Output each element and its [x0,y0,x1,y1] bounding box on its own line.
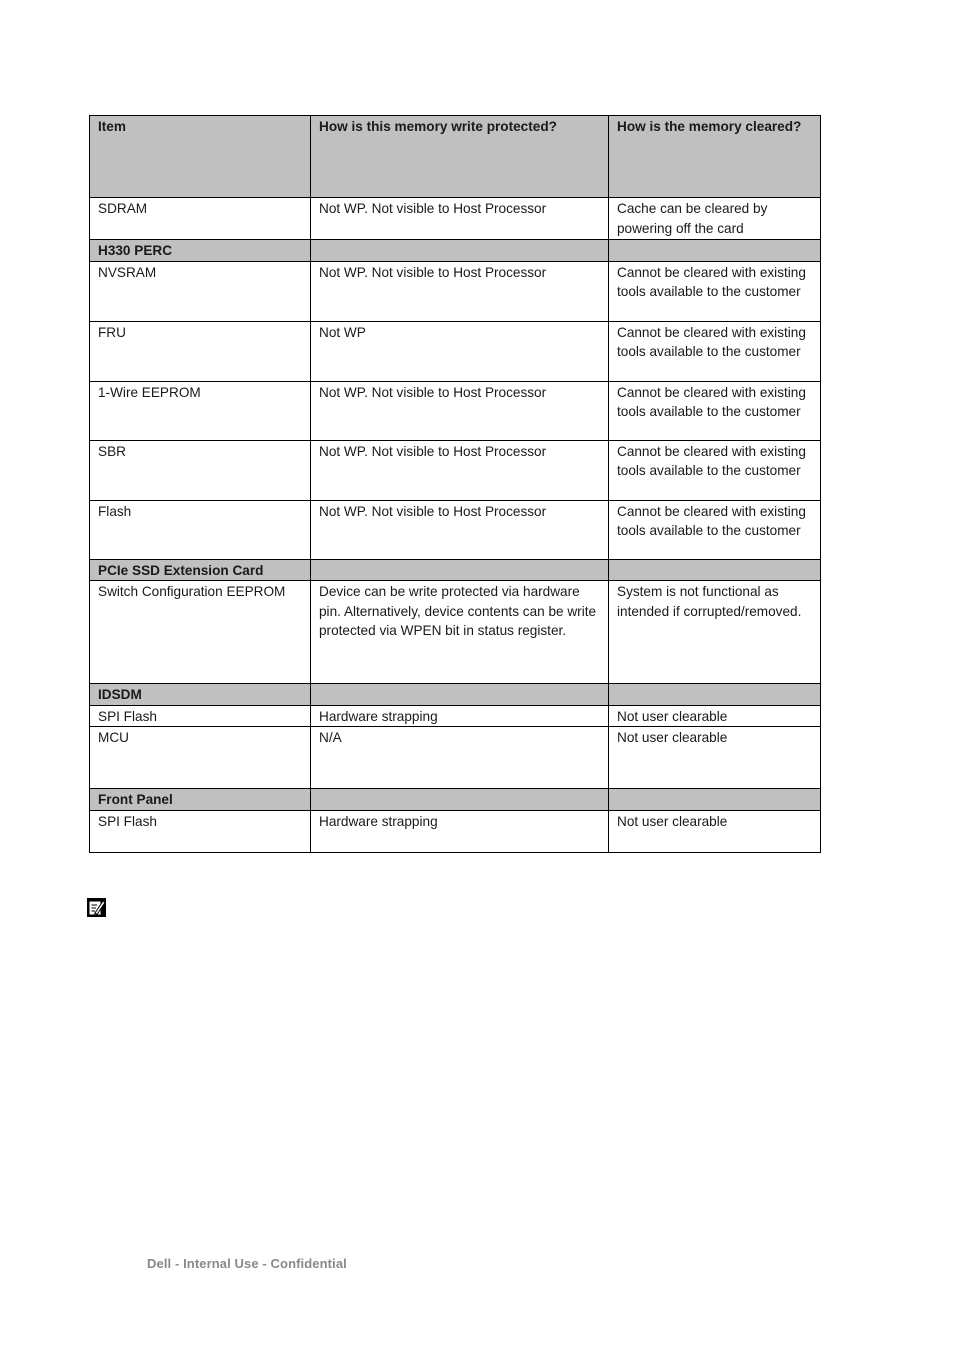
table-cell-item: SBR [90,440,311,500]
section-row [90,240,821,262]
table-cell-memory-cleared: System is not functional as intended if corrupted/removed. [609,581,821,684]
memory-table [89,115,821,853]
table-row [90,500,821,559]
footer-confidentiality: Dell - Internal Use - Confidential [147,1256,347,1271]
table-row [90,261,821,321]
table-cell-write-protection: Device can be write protected via hardware pin. Alternatively, device contents can be write protected via WPEN bit in status register. [311,581,609,684]
table-cell-item: SPI Flash [90,705,311,727]
table-cell-memory-cleared: Cannot be cleared with existing tools available to the customer [609,381,821,440]
table-cell-memory-cleared: Not user clearable [609,705,821,727]
note-pencil-icon [87,898,106,917]
section-cell [609,559,821,581]
table-header-row [90,116,821,198]
section-title: Front Panel [90,789,311,811]
header-write-protection: How is this memory write protected? [311,116,609,198]
table-row [90,727,821,789]
table-cell-memory-cleared: Not user clearable [609,727,821,789]
table-cell-write-protection: Hardware strapping [311,705,609,727]
section-title: IDSDM [90,684,311,706]
table-cell-item: MCU [90,727,311,789]
table-row [90,321,821,381]
table-row [90,705,821,727]
section-cell [609,240,821,262]
table-cell-write-protection: Not WP. Not visible to Host Processor [311,198,609,240]
header-memory-cleared: How is the memory cleared? [609,116,821,198]
table-cell-write-protection: Not WP. Not visible to Host Processor [311,261,609,321]
section-cell [311,240,609,262]
table-cell-memory-cleared: Cannot be cleared with existing tools available to the customer [609,321,821,381]
table-cell-write-protection: N/A [311,727,609,789]
table-cell-item: 1-Wire EEPROM [90,381,311,440]
section-title: H330 PERC [90,240,311,262]
table-cell-memory-cleared: Cannot be cleared with existing tools available to the customer [609,500,821,559]
table-cell-write-protection: Not WP. Not visible to Host Processor [311,440,609,500]
table-cell-write-protection: Not WP. Not visible to Host Processor [311,500,609,559]
section-cell [311,684,609,706]
section-row [90,684,821,706]
header-item: Item [90,116,311,198]
table-row [90,198,821,240]
table-cell-item: Flash [90,500,311,559]
table-row [90,440,821,500]
table-cell-write-protection: Not WP. Not visible to Host Processor [311,381,609,440]
section-title: PCIe SSD Extension Card [90,559,311,581]
table-cell-item: SDRAM [90,198,311,240]
table-cell-memory-cleared: Cache can be cleared by powering off the card [609,198,821,240]
table-cell-item: Switch Configuration EEPROM [90,581,311,684]
table-cell-write-protection: Hardware strapping [311,810,609,852]
section-cell [311,559,609,581]
section-row [90,559,821,581]
section-cell [311,789,609,811]
table-cell-write-protection: Not WP [311,321,609,381]
table-cell-item: FRU [90,321,311,381]
table-cell-memory-cleared: Not user clearable [609,810,821,852]
section-cell [609,789,821,811]
table-cell-item: SPI Flash [90,810,311,852]
table-row [90,810,821,852]
table-cell-memory-cleared: Cannot be cleared with existing tools available to the customer [609,440,821,500]
table-row [90,381,821,440]
table-cell-memory-cleared: Cannot be cleared with existing tools available to the customer [609,261,821,321]
table-row [90,581,821,684]
section-cell [609,684,821,706]
section-row [90,789,821,811]
table-cell-item: NVSRAM [90,261,311,321]
